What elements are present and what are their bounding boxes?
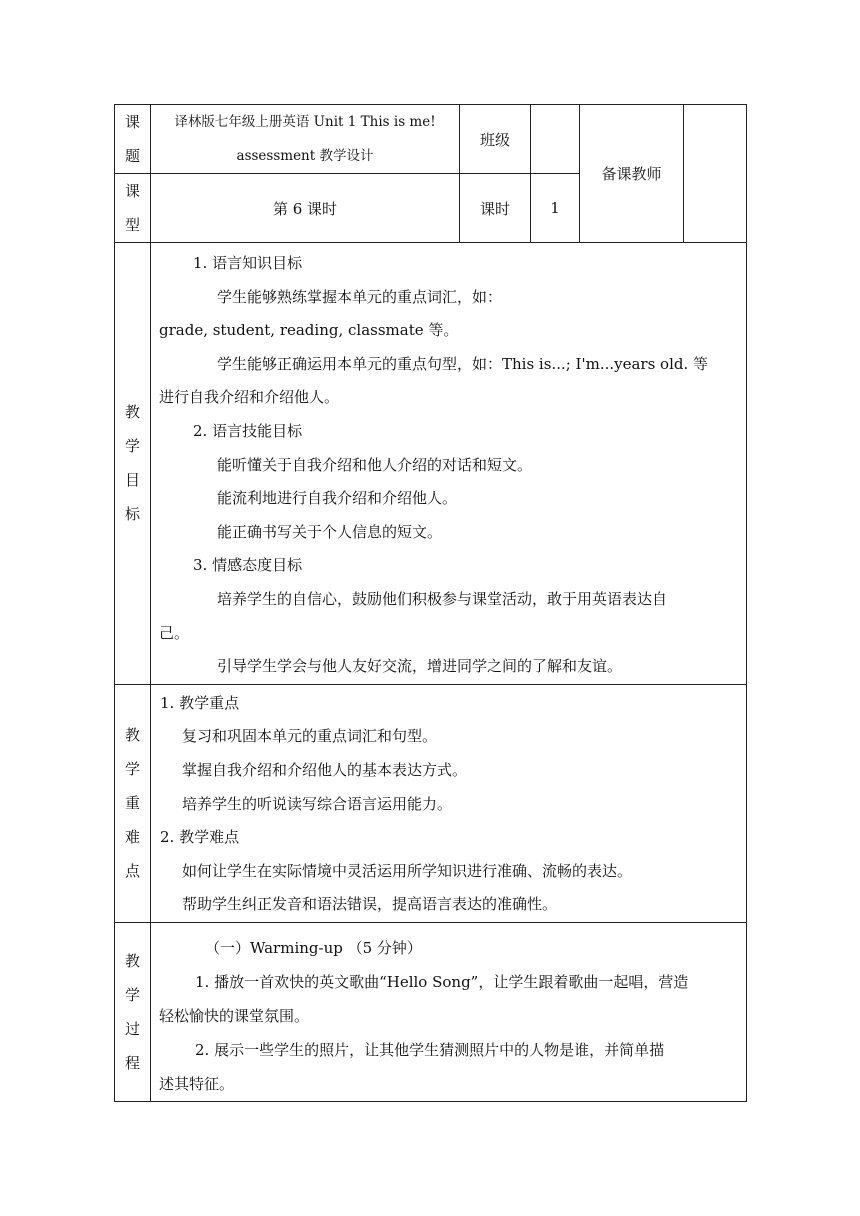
process-label <box>115 922 151 1101</box>
topic-label <box>115 105 151 174</box>
process-line: 1. 播放一首欢快的英文歌曲“Hello Song”，让学生跟着歌曲一起唱，营造 <box>195 972 689 991</box>
class-label: 班级 <box>460 105 531 174</box>
goal-line: 培养学生的自信心，鼓励他们积极参与课堂活动，敢于用英语表达自 <box>217 589 668 608</box>
topic-title-line1: 译林版七年级上册英语 Unit 1 This is me! <box>174 114 436 130</box>
key-points-label-char-4: 难 <box>124 828 140 847</box>
key-point-line: 如何让学生在实际情境中灵活运用所学知识进行准确、流畅的表达。 <box>182 861 633 880</box>
type-value: 第 6 课时 <box>151 174 460 243</box>
goal-line: grade, student, reading, classmate 等。 <box>159 321 459 340</box>
key-points-label <box>115 684 151 922</box>
key-points-row <box>115 684 747 922</box>
key-points-label-char-3: 重 <box>124 794 140 813</box>
lesson-plan-table <box>114 104 747 1102</box>
key-point-line: 掌握自我介绍和介绍他人的基本表达方式。 <box>182 760 468 779</box>
goal-heading: 3. 情感态度目标 <box>193 556 303 575</box>
type-label-char-2: 型 <box>124 216 140 234</box>
goals-content <box>151 243 747 685</box>
key-point-line: 复习和巩固本单元的重点词汇和句型。 <box>182 727 438 746</box>
process-line: 轻松愉快的课堂氛围。 <box>159 1006 310 1025</box>
goal-line: 学生能够正确运用本单元的重点句型，如：This is...; I'm...years old. 等 <box>217 354 709 373</box>
type-label-char-1: 课 <box>124 182 140 200</box>
goals-label-char-3: 目 <box>124 471 140 490</box>
periods-label: 课时 <box>460 174 531 243</box>
class-value <box>531 105 580 174</box>
goals-row <box>115 243 747 685</box>
prep-teacher-value <box>684 105 747 243</box>
key-point-line: 帮助学生纠正发音和语法错误，提高语言表达的准确性。 <box>182 895 558 914</box>
process-label-char-3: 过 <box>124 1019 140 1038</box>
key-points-label-char-2: 学 <box>124 760 140 779</box>
goals-label-char-1: 教 <box>124 403 140 422</box>
goal-line: 能听懂关于自我介绍和他人介绍的对话和短文。 <box>217 455 533 474</box>
goal-line: 能流利地进行自我介绍和介绍他人。 <box>217 489 458 508</box>
process-line: 2. 展示一些学生的照片，让其他学生猜测照片中的人物是谁，并简单描 <box>195 1040 665 1059</box>
topic-row <box>115 105 747 174</box>
process-content <box>151 922 747 1101</box>
goals-label-char-4: 标 <box>124 505 140 524</box>
goal-heading: 2. 语言技能目标 <box>193 421 303 440</box>
type-label <box>115 174 151 243</box>
key-point-line: 培养学生的听说读写综合语言运用能力。 <box>182 794 453 813</box>
key-points-label-char-1: 教 <box>124 726 140 745</box>
topic-title-cell <box>151 105 460 174</box>
process-label-char-2: 学 <box>124 985 140 1004</box>
key-point-heading: 1. 教学重点 <box>160 693 240 712</box>
topic-label-char-1: 课 <box>124 113 140 131</box>
prep-teacher-label: 备课教师 <box>580 105 684 243</box>
goals-label-char-2: 学 <box>124 437 140 456</box>
goals-label <box>115 243 151 685</box>
periods-value: 1 <box>531 174 580 243</box>
goal-line: 进行自我介绍和介绍他人。 <box>159 388 340 407</box>
process-heading: （一）Warming-up （5 分钟） <box>205 938 422 957</box>
goal-line: 能正确书写关于个人信息的短文。 <box>217 522 443 541</box>
key-point-heading: 2. 教学难点 <box>160 828 240 847</box>
process-label-char-4: 程 <box>124 1053 140 1072</box>
goal-line: 己。 <box>159 623 190 642</box>
goal-heading: 1. 语言知识目标 <box>193 254 303 272</box>
goal-line: 引导学生学会与他人友好交流，增进同学之间的了解和友谊。 <box>217 657 623 676</box>
process-label-char-1: 教 <box>124 951 140 970</box>
process-line: 述其特征。 <box>159 1074 235 1093</box>
key-points-label-char-5: 点 <box>124 862 140 881</box>
key-points-content <box>151 684 747 922</box>
topic-title-line2: assessment 教学设计 <box>236 148 374 164</box>
process-row <box>115 922 747 1101</box>
goal-line: 学生能够熟练掌握本单元的重点词汇，如： <box>217 287 503 306</box>
topic-label-char-2: 题 <box>124 147 140 165</box>
